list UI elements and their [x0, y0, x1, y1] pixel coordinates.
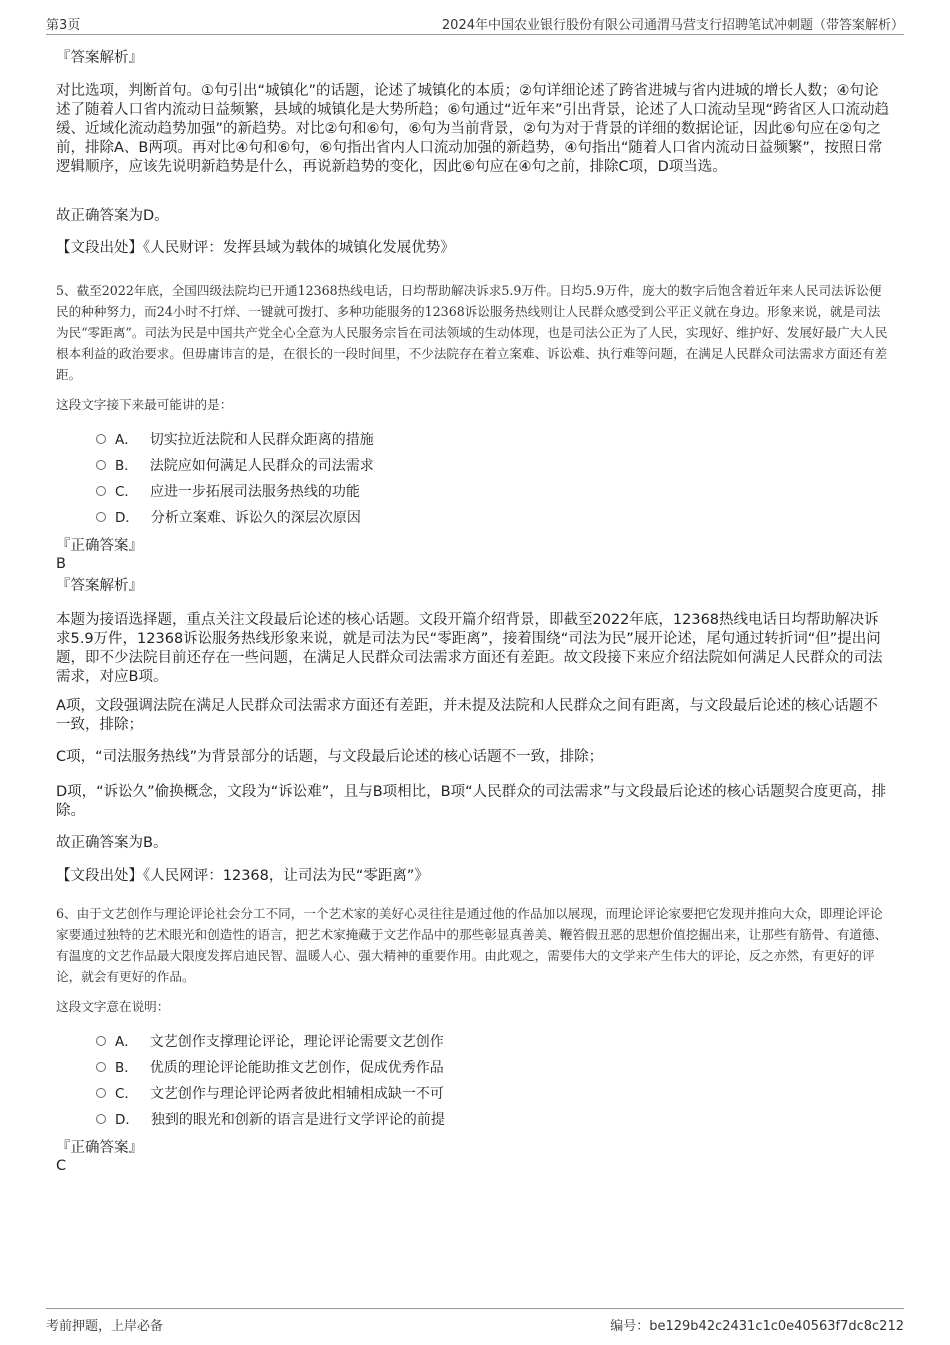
q4-conclusion: 故正确答案为D。 [56, 208, 169, 224]
page-footer [46, 1308, 904, 1333]
q5-option-d[interactable]: D． 分析立案难、诉讼久的深层次原因 [96, 506, 361, 530]
q5-note-a: A项，文段强调法院在满足人民群众司法需求方面还有差距，并未提及法院和人民群众之间有距离，与文段最后论述的核心话题不一致，排除； [56, 698, 878, 733]
q5-option-c[interactable]: C． 应进一步拓展司法服务热线的功能 [96, 480, 360, 504]
q6-option-a[interactable]: A． 文艺创作支撑理论评论，理论评论需要文艺创作 [96, 1030, 444, 1054]
q5-analysis-tag: 『答案解析』 [56, 578, 143, 594]
page-number: 第3页 [46, 18, 81, 33]
q5-note-d: D项，“诉讼久”偷换概念，文段为“诉讼难”，且与B项相比，B项“人民群众的司法需求”与文段最后论述的核心话题契合度更高，排除。 [56, 784, 887, 819]
radio-icon[interactable] [96, 1088, 106, 1098]
radio-icon[interactable] [96, 512, 106, 522]
q4-analysis-tag: 『答案解析』 [56, 50, 143, 66]
radio-icon[interactable] [96, 1036, 106, 1046]
q6-prompt: 这段文字意在说明： [56, 999, 170, 1014]
q6-answer: C [56, 1158, 67, 1174]
q5-source: 【文段出处】《人民网评：12368，让司法为民“零距离”》 [56, 868, 429, 884]
q5-answer: B [56, 556, 66, 572]
q4-analysis-text: 对比选项，判断首句。①句引出“城镇化”的话题，论述了城镇化的本质；②句详细论述了跨省进城与省内进城的增长人数；④句论述了随着人口省内流动日益频繁，县域的城镇化是大势所趋；⑥句通过“近年来”引出背景，论述了人口流动呈现“跨省区人口流动趋缓、近域化流动趋势加强”的新趋势。对比②句和⑥句，⑥句为当前背景，②句为对于背景的详细的数据论证，因此⑥句应在②句之前，排除A、B两项。再对比④句和⑥句，⑥句指出省内人口流动加强的新趋势，④句指出“随着人口省内流动日益频繁”，按照日常逻辑顺序，应该先说明新趋势是什么，再说新趋势的变化，因此⑥句应在④句之前，排除C项，D项当选。 [56, 83, 890, 175]
q5-option-b[interactable]: B． 法院应如何满足人民群众的司法需求 [96, 454, 374, 478]
q5-prompt: 这段文字接下来最可能讲的是： [56, 397, 233, 412]
radio-icon[interactable] [96, 460, 106, 470]
page-header [46, 12, 904, 35]
q5-analysis-text: 本题为接语选择题，重点关注文段最后论述的核心话题。文段开篇介绍背景，即截至2022年底，12368热线电话日均帮助解决诉求5.9万件，12368诉讼服务热线形象来说，就是司法为民“零距离”，接着围绕“司法为民”展开论述，尾句通过转折词“但”提出问题，即不少法院目前还存在一些问题，在满足人民群众司法需求方面还有差距。故文段接下来应介绍法院如何满足人民群众的司法需求，对应B项。 [56, 612, 883, 685]
q5-option-a[interactable]: A． 切实拉近法院和人民群众距离的措施 [96, 428, 374, 452]
footer-slogan: 考前押题，上岸必备 [46, 1319, 164, 1334]
radio-icon[interactable] [96, 486, 106, 496]
radio-icon[interactable] [96, 1114, 106, 1124]
q6-option-b[interactable]: B． 优质的理论评论能助推文艺创作，促成优秀作品 [96, 1056, 444, 1080]
q5-conclusion: 故正确答案为B。 [56, 835, 168, 851]
q5-question-text: 5、截至2022年底，全国四级法院均已开通12368热线电话，日均帮助解决诉求5.9万件。日均5.9万件，庞大的数字后饱含着近年来人民司法诉讼便民的种种努力，而24小时不打烊、一键就可拨打、多种功能服务的12368诉讼服务热线则让人民群众感受到公平正义就在身边。形象来说，就是司法为民“零距离”。司法为民是中国共产党全心全意为人民服务宗旨在司法领域的生动体现，也是司法公正为了人民，实现好、维护好、发展好最广大人民根本利益的政治要求。但毋庸讳言的是，在很长的一段时间里，不少法院存在着立案难、诉讼难、执行难等问题，在满足人民群众司法需求方面还有差距。 [56, 283, 888, 382]
q6-answer-tag: 『正确答案』 [56, 1140, 143, 1156]
q6-option-d[interactable]: D． 独到的眼光和创新的语言是进行文学评论的前提 [96, 1108, 445, 1132]
q5-note-c: C项，“司法服务热线”为背景部分的话题，与文段最后论述的核心话题不一致，排除； [56, 749, 604, 765]
document-title: 2024年中国农业银行股份有限公司通渭马营支行招聘笔试冲刺题（带答案解析） [441, 18, 904, 33]
q6-option-c[interactable]: C． 文艺创作与理论评论两者彼此相辅相成缺一不可 [96, 1082, 444, 1106]
q4-source: 【文段出处】《人民财评：发挥县域为载体的城镇化发展优势》 [56, 240, 455, 256]
radio-icon[interactable] [96, 434, 106, 444]
radio-icon[interactable] [96, 1062, 106, 1072]
q6-question-text: 6、由于文艺创作与理论评论社会分工不同，一个艺术家的美好心灵往往是通过他的作品加以展现，而理论评论家要把它发现并推向大众，即理论评论家要通过独特的艺术眼光和创造性的语言，把艺术家掩藏于文艺作品中的那些彰显真善美、鞭笞假丑恶的思想价值挖掘出来，让那些有筋骨、有道德、有温度的文艺作品最大限度发挥启迪民智、温暖人心、强大精神的重要作用。由此观之，需要伟大的文学来产生伟大的评论，反之亦然，有更好的评论，就会有更好的作品。 [56, 906, 888, 984]
footer-serial: 编号：be129b42c2431c1c0e40563f7dc8c212 [610, 1319, 904, 1334]
q5-answer-tag: 『正确答案』 [56, 538, 143, 554]
